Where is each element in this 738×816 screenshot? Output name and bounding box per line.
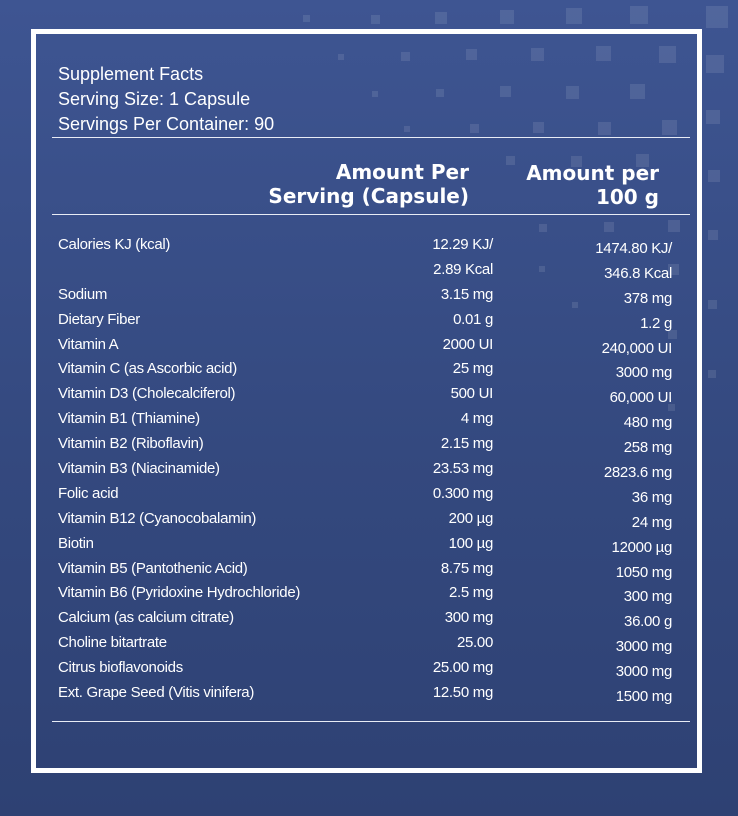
- table-row: [58, 683, 678, 708]
- amount-per-serving: 23.53 mg: [432, 460, 493, 478]
- amount-per-serving: 0.300 mg: [432, 484, 493, 502]
- column-header-per-100g-line1: Amount per: [526, 161, 659, 185]
- supplement-facts-panel: [31, 29, 702, 773]
- table-row: [58, 459, 678, 484]
- amount-per-serving: 300 mg: [444, 609, 493, 627]
- nutrient-name: Vitamin C (as Ascorbic acid): [58, 360, 237, 378]
- background-pattern: [435, 12, 447, 24]
- background-pattern: [630, 6, 648, 24]
- nutrient-name: Calcium (as calcium citrate): [58, 609, 234, 627]
- table-row: [58, 633, 678, 658]
- nutrient-name: Citrus bioflavonoids: [58, 659, 183, 677]
- amount-per-serving: 12.29 KJ/: [432, 236, 493, 253]
- table-row: [58, 335, 678, 360]
- nutrient-name: Sodium: [58, 285, 108, 303]
- background-pattern: [506, 156, 515, 165]
- background-pattern: [630, 84, 645, 99]
- nutrient-name: Vitamin B6 (Pyridoxine Hydrochloride): [58, 584, 301, 602]
- amount-per-100g: 36 mg: [631, 488, 672, 506]
- table-row: [58, 359, 678, 384]
- amount-per-serving: 2.15 mg: [440, 435, 493, 453]
- amount-per-100g: 346.8 Kcal: [604, 264, 672, 282]
- amount-per-serving: 2.5 mg: [448, 584, 493, 602]
- background-pattern: [303, 15, 310, 22]
- table-row: [58, 484, 678, 509]
- nutrient-name: Vitamin B2 (Riboflavin): [58, 435, 204, 453]
- background-pattern: [566, 8, 582, 24]
- amount-per-serving: 25.00: [456, 634, 493, 652]
- nutrient-name: Ext. Grape Seed (Vitis vinifera): [58, 684, 255, 702]
- table-row: [58, 409, 678, 434]
- table-row: [58, 260, 678, 285]
- serving-size: Serving Size: 1 Capsule: [58, 89, 251, 109]
- background-pattern: [708, 170, 720, 182]
- amount-per-100g: 1474.80 KJ/: [595, 240, 672, 257]
- servings-per-container: Servings Per Container: 90: [58, 114, 275, 134]
- nutrient-name: Choline bitartrate: [58, 634, 167, 652]
- background-pattern: [706, 6, 728, 28]
- table-row: [58, 285, 678, 310]
- amount-per-100g: 3000 mg: [615, 638, 672, 656]
- nutrient-name: Dietary Fiber: [58, 310, 140, 328]
- column-header-per-serving-line1: Amount Per: [335, 160, 469, 184]
- amount-per-100g: 240,000 UI: [601, 339, 672, 357]
- amount-per-100g: 1050 mg: [615, 563, 672, 581]
- amount-per-100g: 1500 mg: [615, 688, 672, 706]
- nutrient-name: Vitamin A: [58, 335, 119, 353]
- background-pattern: [500, 10, 514, 24]
- table-row: [58, 384, 678, 409]
- background-pattern: [662, 120, 677, 135]
- background-pattern: [372, 91, 378, 97]
- background-pattern: [708, 300, 717, 309]
- amount-per-serving: 4 mg: [460, 410, 493, 428]
- background-pattern: [436, 89, 444, 97]
- table-row: [58, 434, 678, 459]
- background-pattern: [533, 122, 544, 133]
- nutrient-name: Folic acid: [58, 484, 119, 502]
- background-pattern: [706, 110, 720, 124]
- table-row: [58, 310, 678, 335]
- amount-per-serving: 200 µg: [448, 509, 493, 527]
- divider-top: [52, 137, 690, 138]
- nutrient-name: Calories KJ (kcal): [58, 236, 171, 253]
- background-pattern: [668, 220, 680, 232]
- divider-columns: [52, 214, 690, 215]
- background-pattern: [659, 46, 676, 63]
- background-pattern: [371, 15, 380, 24]
- amount-per-serving: 12.50 mg: [432, 684, 493, 702]
- nutrient-name: Biotin: [58, 534, 94, 552]
- amount-per-serving: 25 mg: [452, 360, 493, 378]
- nutrient-name: Vitamin B3 (Niacinamide): [58, 460, 220, 478]
- amount-per-serving: 3.15 mg: [440, 285, 493, 303]
- nutrient-name: Vitamin B1 (Thiamine): [58, 410, 200, 428]
- amount-per-serving: 500 UI: [450, 385, 493, 403]
- facts-title: Supplement Facts: [58, 64, 204, 84]
- background-pattern: [539, 224, 547, 232]
- amount-per-100g: 3000 mg: [615, 364, 672, 382]
- nutrient-name: Vitamin D3 (Cholecalciferol): [58, 385, 236, 403]
- background-pattern: [338, 54, 344, 60]
- background-pattern: [708, 230, 718, 240]
- amount-per-100g: 12000 µg: [611, 538, 672, 556]
- background-pattern: [401, 52, 410, 61]
- amount-per-100g: 300 mg: [623, 588, 672, 606]
- amount-per-100g: 36.00 g: [624, 613, 672, 631]
- background-pattern: [598, 122, 611, 135]
- amount-per-100g: 378 mg: [623, 289, 672, 307]
- background-pattern: [708, 370, 716, 378]
- nutrient-table: [58, 235, 678, 708]
- amount-per-100g: 1.2 g: [640, 314, 672, 332]
- column-header-per-serving-line2: Serving (Capsule): [268, 184, 469, 208]
- amount-per-100g: 3000 mg: [615, 663, 672, 681]
- divider-bottom: [52, 721, 690, 722]
- amount-per-100g: 60,000 UI: [609, 389, 672, 407]
- background-pattern: [706, 55, 724, 73]
- amount-per-serving: 2.89 Kcal: [433, 260, 493, 278]
- table-row: [58, 608, 678, 633]
- amount-per-serving: 25.00 mg: [432, 659, 493, 677]
- background-pattern: [466, 49, 477, 60]
- table-row: [58, 658, 678, 683]
- background-pattern: [566, 86, 579, 99]
- amount-per-100g: 258 mg: [623, 439, 672, 457]
- nutrient-name: Vitamin B5 (Pantothenic Acid): [58, 559, 248, 577]
- amount-per-100g: 480 mg: [623, 414, 672, 432]
- background-pattern: [531, 48, 544, 61]
- column-header-per-100g-line2: 100 g: [595, 185, 659, 209]
- amount-per-serving: 2000 UI: [442, 335, 493, 353]
- amount-per-100g: 2823.6 mg: [603, 464, 672, 482]
- table-row: [58, 509, 678, 534]
- table-row: [58, 534, 678, 559]
- background-pattern: [404, 126, 410, 132]
- amount-per-serving: 0.01 g: [453, 310, 493, 328]
- column-header-per-100g: [526, 161, 659, 209]
- background-pattern: [604, 222, 614, 232]
- facts-header: [58, 62, 274, 137]
- background-pattern: [470, 124, 479, 133]
- background-pattern: [596, 46, 611, 61]
- amount-per-serving: 100 µg: [448, 534, 493, 552]
- nutrient-name: Vitamin B12 (Cyanocobalamin): [58, 509, 257, 527]
- table-row: [58, 559, 678, 584]
- background-pattern: [500, 86, 511, 97]
- amount-per-serving: 8.75 mg: [440, 559, 493, 577]
- table-row: [58, 583, 678, 608]
- table-row: [58, 235, 678, 260]
- amount-per-100g: 24 mg: [631, 513, 672, 531]
- column-header-per-serving: [268, 160, 469, 208]
